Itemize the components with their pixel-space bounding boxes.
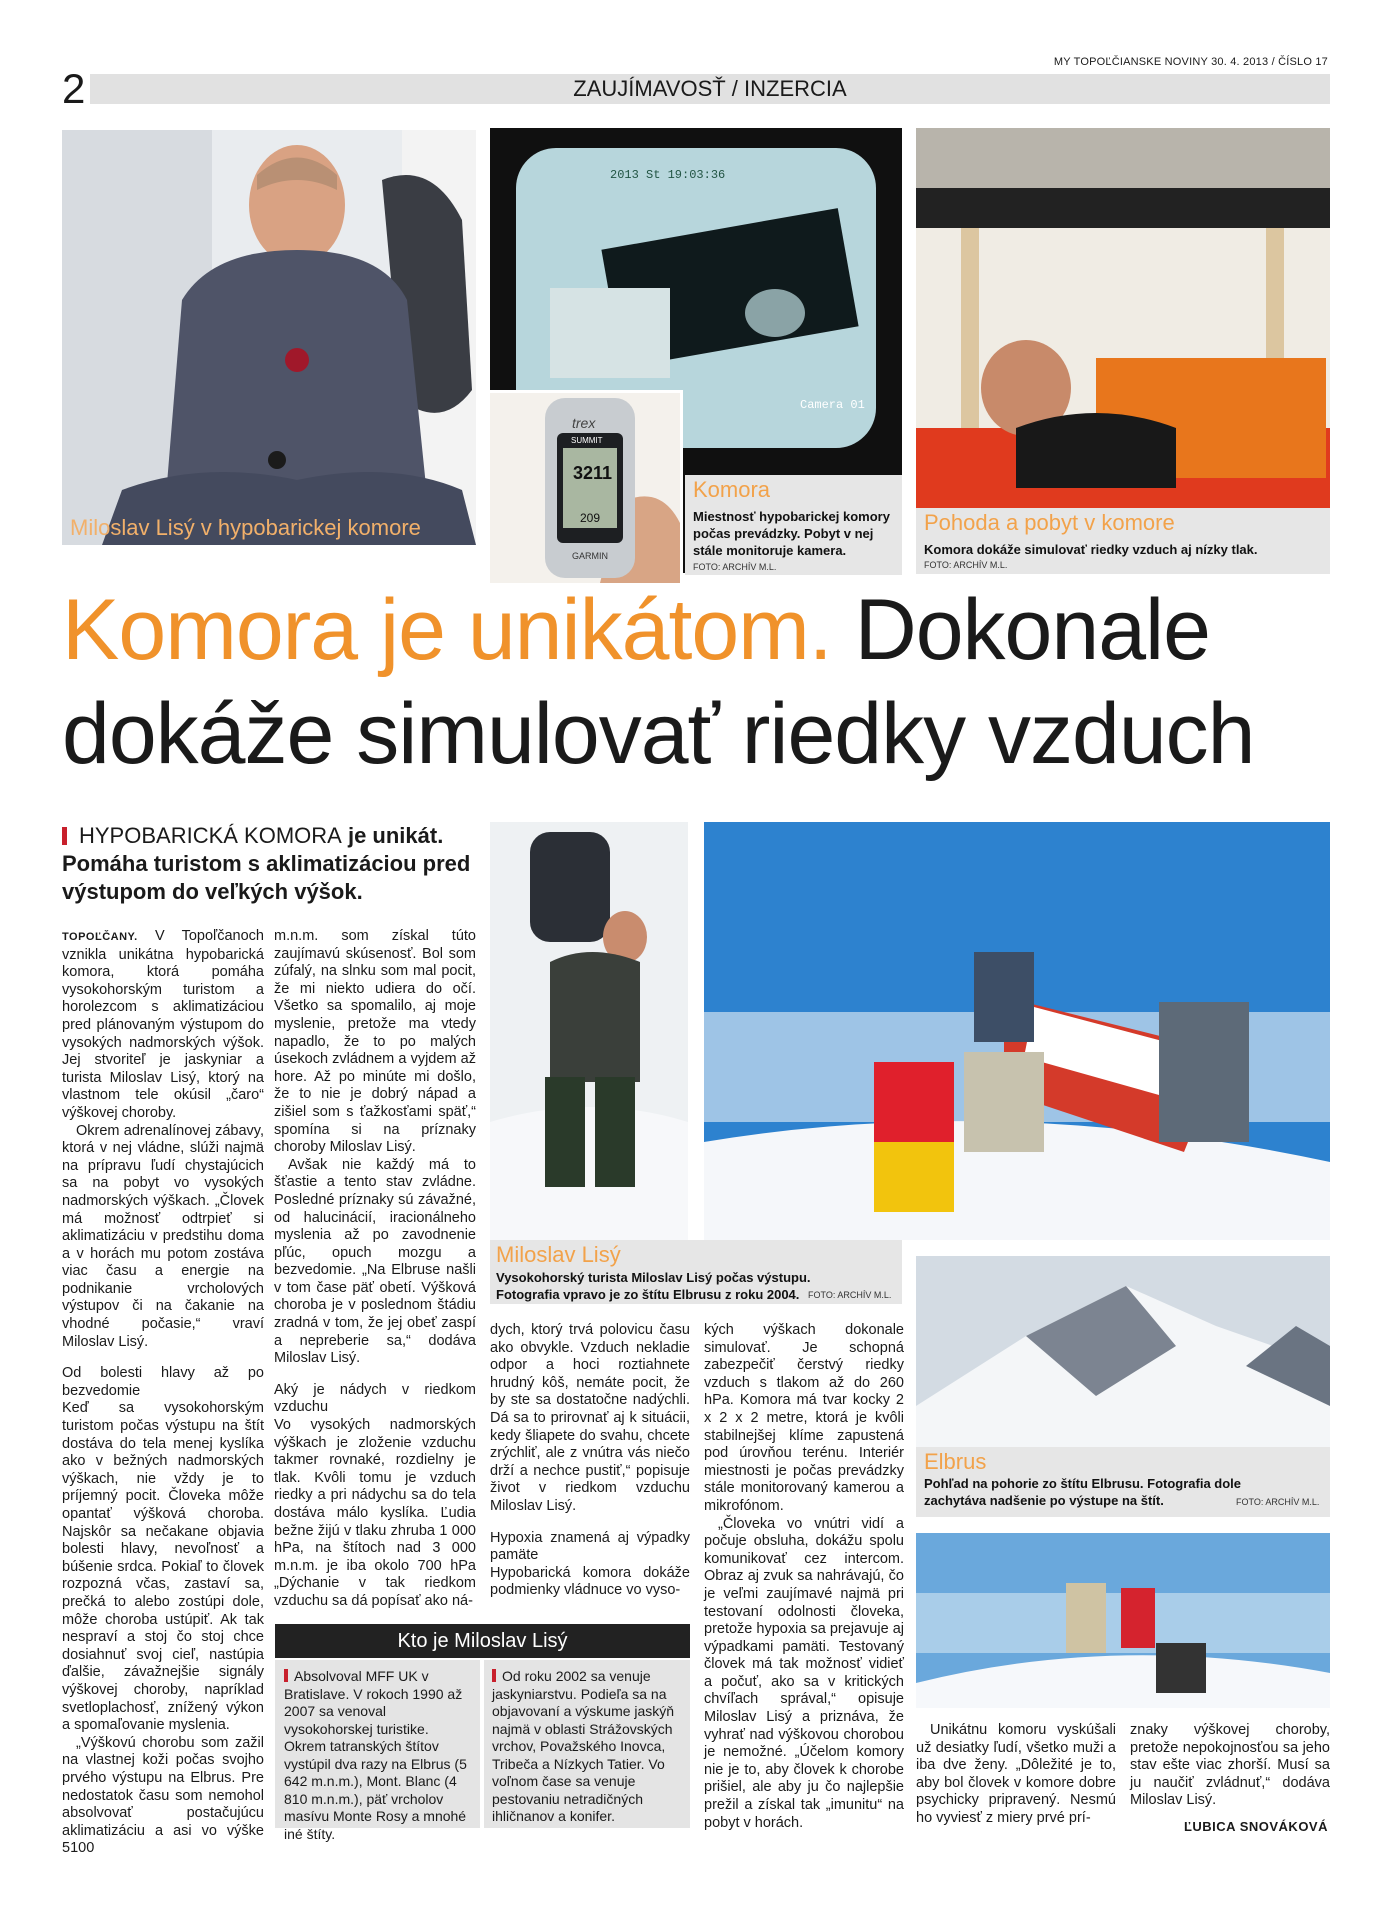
monitor-timestamp: 2013 St 19:03:36: [610, 168, 726, 182]
box-right-bullet: [492, 1669, 496, 1682]
photo3-credit: FOTO: ARCHÍV M.L.: [924, 560, 1008, 570]
monitor-camera-label: Camera 01: [800, 398, 865, 412]
article-column-4: [704, 1322, 904, 1832]
article-paragraph-9: Hypobarická komora dokáže podmienky vládnuce vo vyso-: [490, 1564, 690, 1599]
article-paragraph-8: dych, ktorý trvá polovicu času ako obvykle. Vzduch nekladie odpor a hoci roztiahnete hrudný kôš, nemáte pocit, že by ste sa dostatočne nadýchli. Dá sa to prirovnať aj k situácii, kedy šliapete do svahu, chcete zrýchliť, ale z vnútra vás niečo drží a nechce pustiť,“ popisuje život v riedkom vzduchu Miloslav Lisý.: [490, 1322, 690, 1514]
article-text-1: V Topoľčanoch vznikla unikátna hypobarická komora, ktorá pomáha vysokohorským turistom a horolezcom s aklimatizáciou pred plánovaným výstupom do vysokých nadmorských výšok. Jej stvoriteľ je jaskyniar a turista Miloslav Lisý, ktorý na vlastnom tele okúsil „čaro“ výškovej choroby.: [62, 928, 264, 1121]
gps-bottom-reading: 209: [580, 511, 601, 525]
publication-info: MY TOPOĽČIANSKE NOVINY 30. 4. 2013 / ČÍSLO 17: [1053, 56, 1328, 68]
box-right-content: Od roku 2002 sa venuje jaskyniarstvu. Podieľa sa na objavovaní a výskume jaskýň najmä v oblasti Strážovských vrchov, Považského Inovca, Tribeča a Nízkych Tatier. Vo voľnom čase sa venuje pestovaniu netradičných ihličnanov a konifer.: [492, 1668, 675, 1824]
photo3-caption-text: Komora dokáže simulovať riedky vzduch aj nízky tlak.: [924, 542, 1258, 557]
article-paragraph-2: Okrem adrenalínovej zábavy, ktorá v nej vládne, slúži najmä na prípravu ľudí chystajúcich sa na pobyt vo vysokých nadmorských výškach. „Človek má možnosť odtrpieť si aklimatizáciu v predstihu doma a v horách mu potom zostáva viac času a energie na podnikanie vrcholových výstupov či na čakanie na vhodné počasie,“ vraví Miloslav Lisý.: [62, 1122, 264, 1350]
photo3-caption-title: Pohoda a pobyt v komore: [924, 510, 1175, 535]
photo-summit-celebration: [916, 1533, 1330, 1708]
photo-summit-group: [704, 822, 1330, 1240]
gps-model: SUMMIT: [571, 436, 603, 445]
article-paragraph-7: Vo vysokých nadmorských výškach je zloženie vzduchu takmer rovnaké, rozdielny je tlak. Kvôli tomu je vzduch riedky a pri nádychu sa do tela dostáva málo kyslíka. Ľudia bežne žijú v tlaku zhruba 1 000 hPa, na štítoch nad 3 000 m.n.m. je iba okolo 700 hPa „Dýchanie v tak riedkom vzduchu sa dá popísať ako ná-: [274, 1417, 476, 1609]
photo2-caption-text: Miestnosť hypobarickej komory počas prevádzky. Pobyt v nej stále monitoruje kamera.: [693, 509, 890, 558]
elbrus-mountains-image: [916, 1256, 1330, 1466]
headline: [62, 578, 1342, 786]
section-bar: [90, 74, 1330, 104]
box-right-text: [492, 1668, 684, 1826]
gps-reading: 3211: [573, 463, 613, 483]
photo4-credit: FOTO: ARCHÍV M.L.: [808, 1290, 892, 1300]
subheading-2: Aký je nádych v riedkom vzduchu: [274, 1381, 476, 1416]
photo4-caption-text: Vysokohorský turista Miloslav Lisý počas výstupu. Fotografia vpravo je zo štítu Elbrusu z roku 2004.: [496, 1270, 811, 1302]
box-title: Kto je Miloslav Lisý: [397, 1630, 568, 1652]
photo-man-in-chamber: [62, 130, 476, 545]
box-left-bullet: [284, 1669, 288, 1682]
photo1-caption: Miloslav Lisý v hypobarickej komore: [70, 515, 421, 540]
article-column-6: [1130, 1722, 1330, 1810]
photo2-credit: FOTO: ARCHÍV M.L.: [693, 562, 777, 572]
headline-orange: Komora je unikátom.: [62, 582, 832, 678]
photo-climber: [490, 822, 688, 1240]
article-paragraph-12: Unikátnu komoru vyskúšali už desiatky ľudí, všetko muži a iba dve ženy. „Dôležité je to, aby bol človek v komore dobre psychicky pripravený. Nesmú ho vyviesť z miery prvé prí-: [916, 1722, 1116, 1826]
gps-brand: trex: [572, 415, 596, 431]
photo6-caption-title: Elbrus: [924, 1449, 987, 1474]
summit-group-image: [704, 822, 1330, 1240]
box-left-content: Absolvoval MFF UK v Bratislave. V rokoch 1990 až 2007 sa venoval vysokohorskej turistike. Okrem tatranských štítov vystúpil dva razy na Elbrus (5 642 m.n.m.), Mont. Blanc (4 810 m.n.m.), päť vrcholov masívu Monte Rosy a mnohé iné štíty.: [284, 1668, 467, 1842]
article-paragraph-6: Avšak nie každý má to šťastie a tento stav zvládne. Posledné príznaky sú závažné, od halucinácií, iracionálneho myslenia až po zavodnenie pľúc, opuch mozgu a bezvedomie. „Na Elbruse našli v tom čase päť obetí. Výšková choroba je v poslednom štádiu zradná v tom, že jej obeť zaspí a nepreberie sa,“ dodáva Miloslav Lisý.: [274, 1156, 476, 1367]
article-column-1: [62, 928, 264, 1858]
photo6-caption-box: [916, 1447, 1330, 1517]
box-left: [275, 1660, 480, 1842]
headline-black-1: Dokonale: [854, 582, 1210, 678]
man-in-chamber-image: [62, 130, 476, 545]
article-column-5: [916, 1722, 1116, 1828]
lead-bold-2: Pomáha turistom s aklimatizáciou pred výstupom do veľkých výšok.: [62, 851, 471, 904]
photo-elbrus-mountains: [916, 1256, 1330, 1466]
box-title-bar: [275, 1624, 690, 1658]
article-paragraph-10: kých výškach dokonale simulovať. Je schopná zabezpečiť čerstvý riedky vzduch s tlakom až do 260 hPa. Komora má tvar kocky 2 x 2 x 2 metre, ktorá je kvôli stabilnejšej klíme zapustená pod úrovňou terénu. Interiér miestnosti je počas prevádzky stále monitorovaný kamerou a mikrofónom.: [704, 1322, 904, 1514]
subheading-3: Hypoxia znamená aj výpadky pamäte: [490, 1529, 690, 1564]
article-column-2: [274, 928, 476, 1611]
page-number: 2: [62, 65, 86, 112]
headline-black-2: dokáže simulovať riedky vzduch: [62, 686, 1255, 782]
summit-celebration-image: [916, 1533, 1330, 1708]
photo6-credit: FOTO: ARCHÍV M.L.: [1236, 1497, 1320, 1507]
photo2-caption-title: Komora: [693, 477, 771, 502]
photo4-caption-box: [490, 1240, 902, 1304]
section-title: ZAUJÍMAVOSŤ / INZERCIA: [573, 76, 847, 101]
article-column-3: [490, 1322, 690, 1600]
photo-gps-device: [490, 390, 683, 583]
lead-bold-1: je unikát.: [347, 823, 444, 848]
lead-bullet: [62, 827, 67, 845]
article-paragraph-11: „Človeka vo vnútri vidí a počuje obsluha, dokážu spolu komunikovať cez intercom. Obraz aj zvuk sa nahrávajú, čo je veľmi zaujímavé najmä pri testovaní odolnosti človeka, pretože hypoxia sa prejavuje aj výpadkami pamäti. Testovaný človek má tak možnosť vidieť a počuť, ako sa v kritických chvíľach správal,“ opisuje Miloslav Lisý a priznáva, že vyhrať nad výškovou chorobou je nemožné. „Účelom komory nie je to, aby človek k chorobe prišiel, ale aby ju čo najlepšie prežil a získal tak „imunitu“ na pobyt v horách.: [704, 1515, 904, 1831]
box-left-text: [284, 1668, 474, 1843]
box-right: [484, 1660, 690, 1828]
photo3-caption-box: [916, 508, 1330, 574]
lead-caps: HYPOBARICKÁ KOMORA: [79, 823, 342, 848]
climber-image: [490, 822, 688, 1240]
article-paragraph-13: znaky výškovej choroby, pretože nepokojnosťou sa jeho stav ešte viac zhorší. Musí sa ju naučiť zvládnuť,“ dodáva Miloslav Lisý.: [1130, 1722, 1330, 1809]
photo4-caption-title: Miloslav Lisý: [496, 1242, 621, 1267]
article-paragraph-4: „Výškovú chorobu som zažil na vlastnej koži počas svojho prvého výstupu na Elbrus. Pre nedostatok času som nemohol absolvovať postačujúcu aklimatizáciu a asi vo výške 5100: [62, 1734, 264, 1857]
gps-maker: GARMIN: [572, 551, 608, 561]
dateline: TOPOĽČANY.: [62, 931, 138, 943]
photo2-caption-box: [685, 475, 902, 575]
subheading-1: Od bolesti hlavy až po bezvedomie: [62, 1365, 264, 1399]
article-paragraph-3: Keď sa vysokohorským turistom počas výstupu na štít dostáva do tela menej kyslíka ako v bežných nadmorských výškach, nie vždy je to príjemný pocit. Človeka môže opantať výšková choroba. Najskôr sa nečakane objavia bolesti hlavy, nevoľnosť a búšenie srdca. Pokiaľ to človek rozpozná včas, zastaví sa, prečká to alebo zostúpi dole, môže choroba ustúpiť. Ak tak nespraví a stoj čo stoj chce dosiahnuť svoj cieľ, nastúpia ďalšie, závažnejšie signály výškovej choroby, napríklad svetloplachosť, znížený výkon a spomaľovanie myslenia.: [62, 1400, 264, 1734]
article-paragraph-5: m.n.m. som získal túto zaujímavú skúsenosť. Bol som zúfalý, na slnku som mal pocit, že mi niekto udiera do očí. Všetko sa spomalilo, aj moje myslenie, pretože ma vtedy napadlo, že to po malých úsekoch zvládnem a vyjdem až hore. Až po minúte mi došlo, že to nie je dobrý nápad a zišiel som s ťažkosťami späť,“ spomína si na príznaky choroby Miloslav Lisý.: [274, 928, 476, 1156]
article-paragraph-1: [62, 928, 264, 1123]
photo6-caption-text: Pohľad na pohorie zo štítu Elbrusu. Fotografia dole zachytáva nadšenie po výstupe na štít.: [924, 1476, 1242, 1508]
byline: ĽUBICA SNOVÁKOVÁ: [1183, 1819, 1328, 1834]
lead: [62, 822, 482, 906]
